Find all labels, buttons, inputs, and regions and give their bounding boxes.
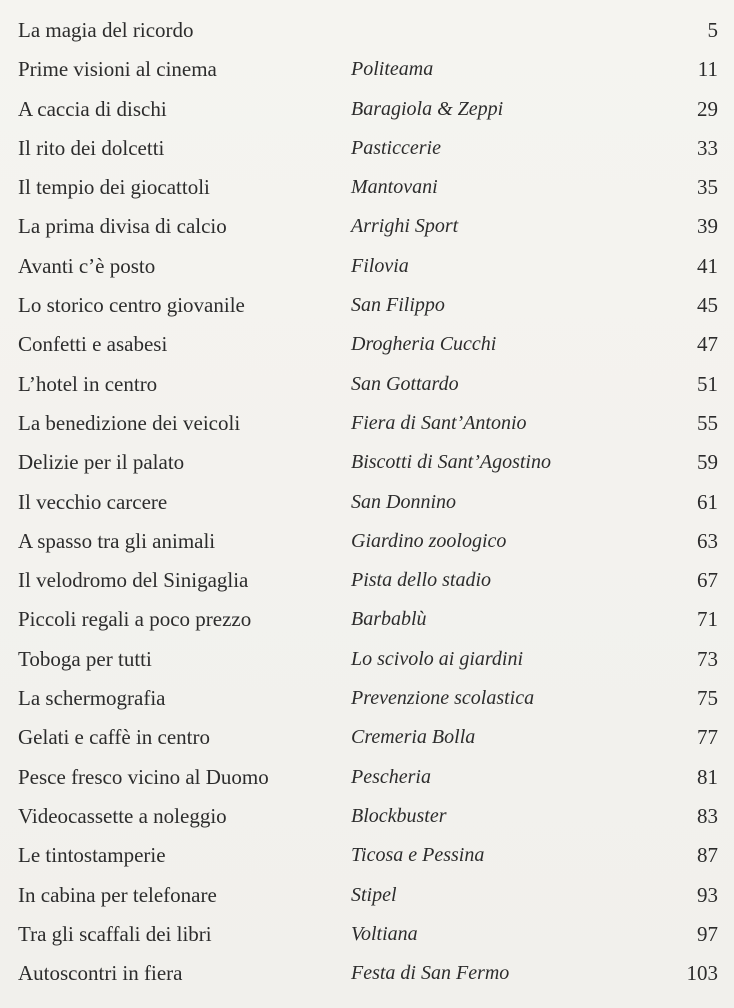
toc-entry	[18, 129, 718, 168]
toc-entry-place: Baragiola & Zeppi	[351, 97, 504, 120]
toc-entry	[18, 11, 718, 50]
toc-entry-title: Videocassette a noleggio	[18, 803, 227, 828]
toc-entry	[18, 718, 718, 757]
toc-entry-place: Pescheria	[351, 765, 431, 788]
toc-entry-title: Le tintostamperie	[18, 843, 166, 868]
toc-entry-place: Blockbuster	[351, 804, 447, 827]
toc-entry-page: 93	[697, 882, 718, 907]
toc-entry-place: Drogheria Cucchi	[351, 333, 497, 356]
toc-entry-title: Il velodromo del Sinigaglia	[18, 568, 249, 593]
toc-entry	[18, 640, 718, 679]
toc-entry	[18, 365, 718, 404]
toc-entry-place: Stipel	[351, 883, 397, 906]
toc-entry-place: Voltiana	[351, 922, 418, 945]
toc-entry-title: L’hotel in centro	[18, 371, 158, 396]
toc-entry-page: 73	[697, 646, 718, 671]
toc-entry	[18, 247, 718, 286]
table-of-contents	[18, 11, 718, 993]
toc-entry-title: Toboga per tutti	[18, 646, 152, 671]
toc-entry-place: Prevenzione scolastica	[351, 687, 535, 710]
toc-entry-page: 45	[697, 293, 718, 318]
toc-entry-place: Giardino zoologico	[351, 529, 507, 552]
toc-entry-page: 47	[697, 332, 718, 357]
toc-entry-page: 71	[697, 607, 718, 632]
toc-entry-page: 103	[686, 961, 718, 986]
toc-entry-page: 35	[697, 175, 718, 200]
toc-entry-page: 39	[697, 214, 718, 239]
toc-entry-title: Il vecchio carcere	[18, 489, 168, 514]
toc-entry-page: 83	[697, 803, 718, 828]
toc-entry-place: Barbablù	[351, 608, 427, 631]
toc-entry-place: Ticosa e Pessina	[351, 844, 485, 867]
toc-entry-page: 51	[697, 371, 718, 396]
toc-entry-place: Fiera di Sant’Antonio	[351, 411, 527, 434]
toc-entry	[18, 286, 718, 325]
toc-entry-page: 63	[697, 528, 718, 553]
toc-entry-page: 61	[697, 489, 718, 514]
toc-entry-page: 75	[697, 686, 718, 711]
toc-entry-place: San Filippo	[351, 294, 445, 317]
toc-entry	[18, 443, 718, 482]
toc-entry-place: Festa di San Fermo	[351, 962, 510, 985]
toc-entry	[18, 600, 718, 639]
toc-entry-title: Delizie per il palato	[18, 450, 185, 475]
toc-entry	[18, 561, 718, 600]
toc-entry	[18, 758, 718, 797]
toc-entry-page: 87	[697, 843, 718, 868]
toc-entry-title: La magia del ricordo	[18, 18, 194, 42]
toc-entry-title: Autoscontri in fiera	[18, 961, 183, 986]
toc-entry-page: 41	[697, 253, 718, 278]
toc-entry	[18, 836, 718, 875]
toc-entry-page: 33	[697, 135, 718, 160]
toc-entry-page: 5	[707, 18, 718, 42]
toc-entry	[18, 90, 718, 129]
toc-entry	[18, 522, 718, 561]
toc-entry	[18, 915, 718, 954]
toc-entry-page: 77	[697, 725, 718, 750]
toc-entry-title: A spasso tra gli animali	[18, 528, 216, 553]
toc-entry-place: Pasticcerie	[351, 136, 441, 159]
toc-entry-title: Confetti e asabesi	[18, 332, 168, 357]
toc-entry	[18, 483, 718, 522]
toc-entry-place: Mantovani	[351, 176, 438, 199]
toc-entry-place: Arrighi Sport	[351, 215, 459, 238]
toc-entry-title: Pesce fresco vicino al Duomo	[18, 764, 269, 789]
toc-entry-page: 81	[697, 764, 718, 789]
toc-entry-place: Biscotti di Sant’Agostino	[351, 451, 551, 474]
toc-entry-title: Prime visioni al cinema	[18, 57, 217, 82]
toc-entry	[18, 679, 718, 718]
toc-entry-page: 11	[697, 57, 718, 82]
toc-entry-title: La prima divisa di calcio	[18, 214, 227, 239]
toc-entry-place: Cremeria Bolla	[351, 726, 476, 749]
toc-entry	[18, 50, 718, 89]
toc-entry-place: San Donnino	[351, 490, 456, 513]
toc-entry-title: A caccia di dischi	[18, 96, 167, 121]
toc-entry	[18, 168, 718, 207]
toc-entry-place: Filovia	[351, 254, 409, 277]
toc-entry-place: Politeama	[351, 58, 434, 81]
toc-entry	[18, 954, 718, 993]
toc-entry-page: 59	[697, 450, 718, 475]
toc-entry-title: Il tempio dei giocattoli	[18, 175, 210, 200]
toc-entry-place: Lo scivolo ai giardini	[351, 647, 524, 670]
toc-entry	[18, 404, 718, 443]
toc-entry-page: 55	[697, 410, 718, 435]
toc-entry-title: Avanti c’è posto	[18, 253, 156, 278]
toc-entry-title: La schermografia	[18, 686, 166, 711]
toc-entry-page: 97	[697, 921, 718, 946]
toc-entry	[18, 325, 718, 364]
toc-entry-place: San Gottardo	[351, 372, 459, 395]
toc-entry-title: Il rito dei dolcetti	[18, 135, 165, 160]
toc-entry-title: Piccoli regali a poco prezzo	[18, 607, 252, 632]
toc-entry-page: 67	[697, 568, 718, 593]
toc-entry	[18, 207, 718, 246]
toc-entry-title: In cabina per telefonare	[18, 882, 217, 907]
toc-entry	[18, 876, 718, 915]
toc-entry-title: Lo storico centro giovanile	[18, 293, 245, 318]
toc-entry-page: 29	[697, 96, 718, 121]
toc-entry	[18, 797, 718, 836]
toc-entry-title: Tra gli scaffali dei libri	[18, 921, 212, 946]
toc-entry-place: Pista dello stadio	[351, 569, 491, 592]
toc-entry-title: Gelati e caffè in centro	[18, 725, 211, 750]
toc-entry-title: La benedizione dei veicoli	[18, 410, 241, 435]
